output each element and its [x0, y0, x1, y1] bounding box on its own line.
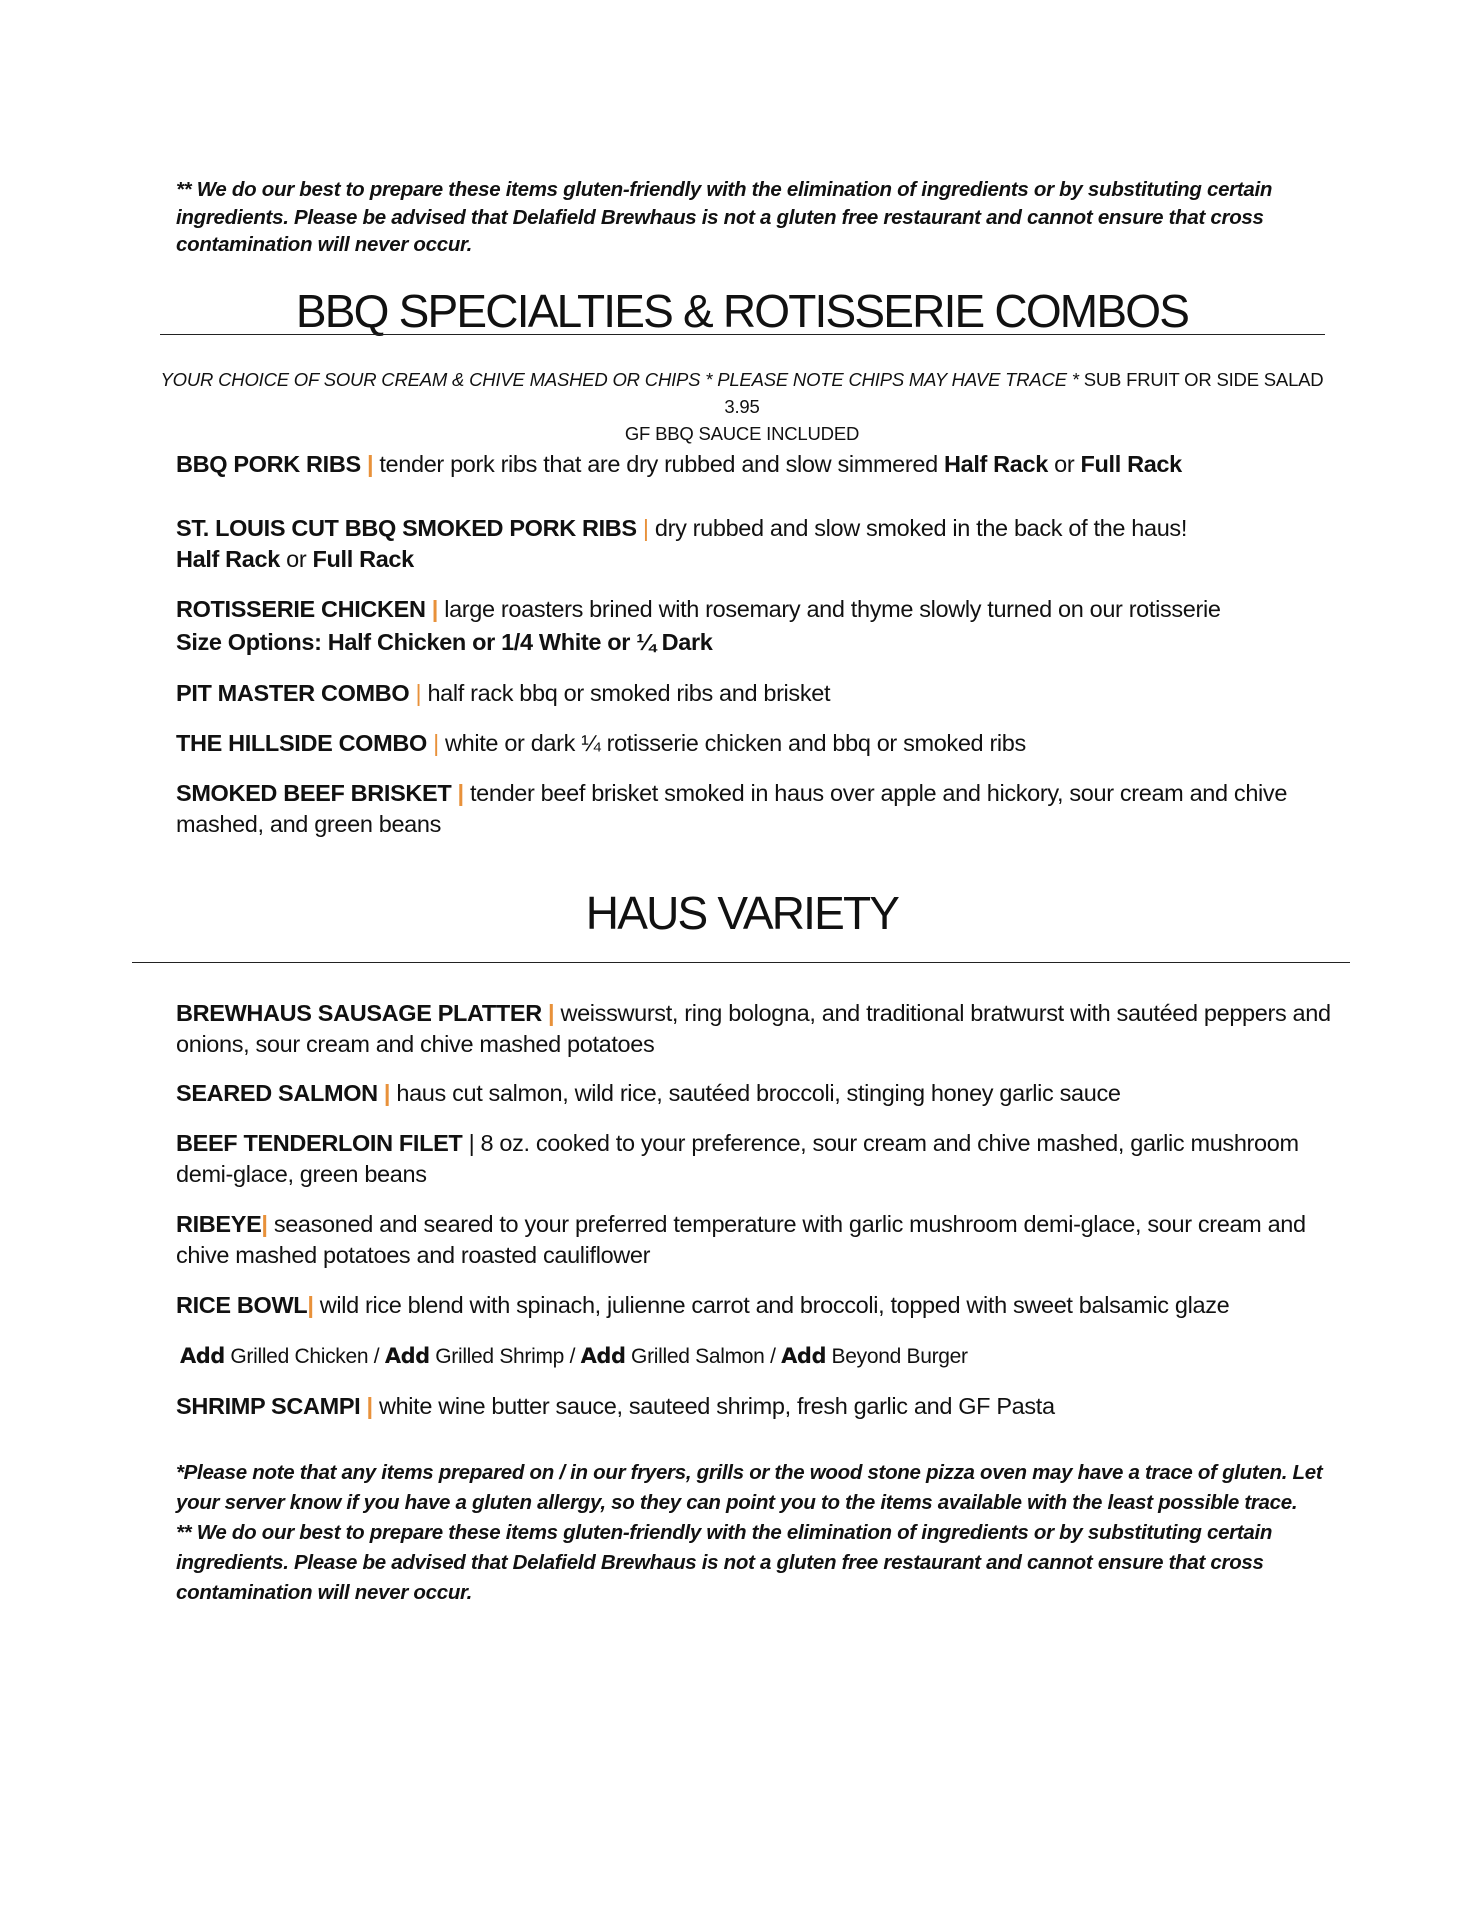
add-on-label: Add: [384, 1344, 430, 1368]
add-on-item: Grilled Shrimp: [429, 1345, 565, 1368]
menu-item-name: BEEF TENDERLOIN FILET: [176, 1130, 463, 1156]
menu-item-separator: |: [541, 1000, 561, 1026]
menu-item-option: Half Rack: [944, 451, 1048, 477]
disclaimer-gluten-note: ** We do our best to prepare these items gluten-friendly with the elimination of ingredients or by substituting certain ingredients. Please be advised that Delafield Brewhaus is not a gluten free restaurant and cannot ensure that cross contamination will never occur.: [176, 1521, 1273, 1604]
disclaimer-bottom: [176, 1458, 1336, 1608]
menu-item-description: 8 oz. cooked to your preference, sour cream and chive mashed, garlic mushroom demi-glace, green beans: [176, 1130, 1299, 1187]
add-on-slash: /: [368, 1345, 385, 1368]
menu-item: [176, 1078, 1336, 1109]
add-on-label: Add: [781, 1344, 826, 1368]
menu-item-separator: |: [409, 680, 428, 706]
menu-item: [176, 513, 1336, 575]
menu-item-separator: |: [307, 1292, 320, 1318]
section-title-haus: HAUS VARIETY: [585, 887, 899, 939]
add-on-label: Add: [180, 1344, 225, 1368]
menu-item-name: ST. LOUIS CUT BBQ SMOKED PORK RIBS: [176, 515, 637, 541]
menu-item: [176, 678, 1336, 709]
menu-item-description: large roasters brined with rosemary and thyme slowly turned on our rotisserie: [444, 596, 1221, 622]
add-ons-line: [180, 1341, 1340, 1372]
menu-item-separator: |: [377, 1080, 397, 1106]
add-on-slash: /: [564, 1345, 581, 1368]
menu-item-description: tender pork ribs that are dry rubbed and slow simmered: [379, 451, 944, 477]
menu-item-separator: |: [360, 1393, 379, 1419]
menu-item-name: SEARED SALMON: [176, 1080, 378, 1106]
menu-item-separator: |: [425, 596, 445, 622]
menu-item-name: PIT MASTER COMBO: [176, 680, 410, 706]
menu-item-option: Full Rack: [312, 546, 414, 572]
menu-item-or: or: [1047, 451, 1081, 477]
menu-item: [176, 1128, 1336, 1190]
menu-item-name: THE HILLSIDE COMBO: [176, 730, 427, 756]
menu-item-or: or: [279, 546, 313, 572]
disclaimer-fryer-note: *Please note that any items prepared on / in our fryers, grills or the wood stone pizza oven may have a trace of gluten. Let your server know if you have a gluten allergy, so they can point you to the items available with the least possible trace.: [176, 1461, 1323, 1514]
menu-item-description: haus cut salmon, wild rice, sautéed broccoli, stinging honey garlic sauce: [396, 1080, 1121, 1106]
menu-item-description: white wine butter sauce, sauteed shrimp, fresh garlic and GF Pasta: [378, 1393, 1055, 1419]
menu-item: [176, 449, 1336, 480]
menu-item-name: ROTISSERIE CHICKEN: [176, 596, 426, 622]
menu-item: [176, 594, 1336, 658]
menu-item-name: RICE BOWL: [176, 1292, 308, 1318]
bbq-sauce-note: GF BBQ SAUCE INCLUDED: [624, 423, 860, 444]
menu-item-separator: |: [426, 730, 446, 756]
menu-item: [176, 998, 1336, 1060]
menu-item-description: weisswurst, ring bologna, and traditional bratwurst with sautéed peppers and onions, sour cream and chive mashed potatoes: [176, 1000, 1331, 1057]
menu-item-separator: |: [360, 451, 380, 477]
section-title-bbq: BBQ SPECIALTIES & ROTISSERIE COMBOS: [295, 285, 1189, 337]
menu-item-option: Full Rack: [1080, 451, 1182, 477]
bbq-sides-note-plain: SUB FRUIT OR SIDE SALAD 3.95: [724, 369, 1324, 417]
add-on-item: Beyond Burger: [826, 1345, 968, 1368]
menu-item-separator: |: [636, 515, 655, 541]
menu-item-option: Half Rack: [176, 546, 280, 572]
add-on-item: Grilled Chicken: [224, 1345, 369, 1368]
section-divider-haus: [132, 962, 1350, 963]
menu-item: [176, 728, 1336, 759]
menu-item-separator: |: [462, 1130, 481, 1156]
add-on-label: Add: [580, 1344, 626, 1368]
menu-item-name: BREWHAUS SAUSAGE PLATTER: [176, 1000, 542, 1026]
menu-item-name: SHRIMP SCAMPI: [176, 1393, 361, 1419]
menu-item-description: white or dark ¼ rotisserie chicken and bbq or smoked ribs: [445, 730, 1026, 756]
bbq-sides-note-italic: YOUR CHOICE OF SOUR CREAM & CHIVE MASHED OR CHIPS * PLEASE NOTE CHIPS MAY HAVE TRACE *: [160, 369, 1079, 390]
menu-item-description: dry rubbed and slow smoked in the back of the haus!: [654, 515, 1187, 541]
add-on-slash: /: [764, 1345, 782, 1368]
menu-item: [176, 1290, 1336, 1321]
menu-item: [176, 1391, 1336, 1422]
disclaimer-top: ** We do our best to prepare these items gluten-friendly with the elimination of ingredients or by substituting certain ingredients. Please be advised that Delafield Brewhaus is not a gluten free restaurant and cannot ensure that cross contamination will never occur.: [176, 178, 1273, 256]
menu-item-name: RIBEYE: [176, 1211, 262, 1237]
menu-item-description: wild rice blend with spinach, julienne carrot and broccoli, topped with sweet balsamic glaze: [319, 1292, 1230, 1318]
menu-item: [176, 778, 1336, 840]
menu-item-separator: |: [261, 1211, 274, 1237]
menu-item-separator: |: [451, 780, 470, 806]
section-divider-bbq: [160, 334, 1325, 335]
menu-item-name: SMOKED BEEF BRISKET: [176, 780, 452, 806]
menu-item: [176, 1209, 1336, 1271]
menu-item-size-options: Size Options: Half Chicken or 1/4 White or ¼ Dark: [176, 629, 713, 655]
add-on-item: Grilled Salmon: [625, 1345, 765, 1368]
menu-item-description: half rack bbq or smoked ribs and brisket: [427, 680, 831, 706]
bbq-sides-note: [150, 366, 1334, 447]
menu-item-name: BBQ PORK RIBS: [176, 451, 361, 477]
menu-item-description: seasoned and seared to your preferred temperature with garlic mushroom demi-glace, sour cream and chive mashed potatoes and roasted cauliflower: [176, 1211, 1306, 1268]
menu-item-description: tender beef brisket smoked in haus over apple and hickory, sour cream and chive mashed, and green beans: [176, 780, 1288, 837]
